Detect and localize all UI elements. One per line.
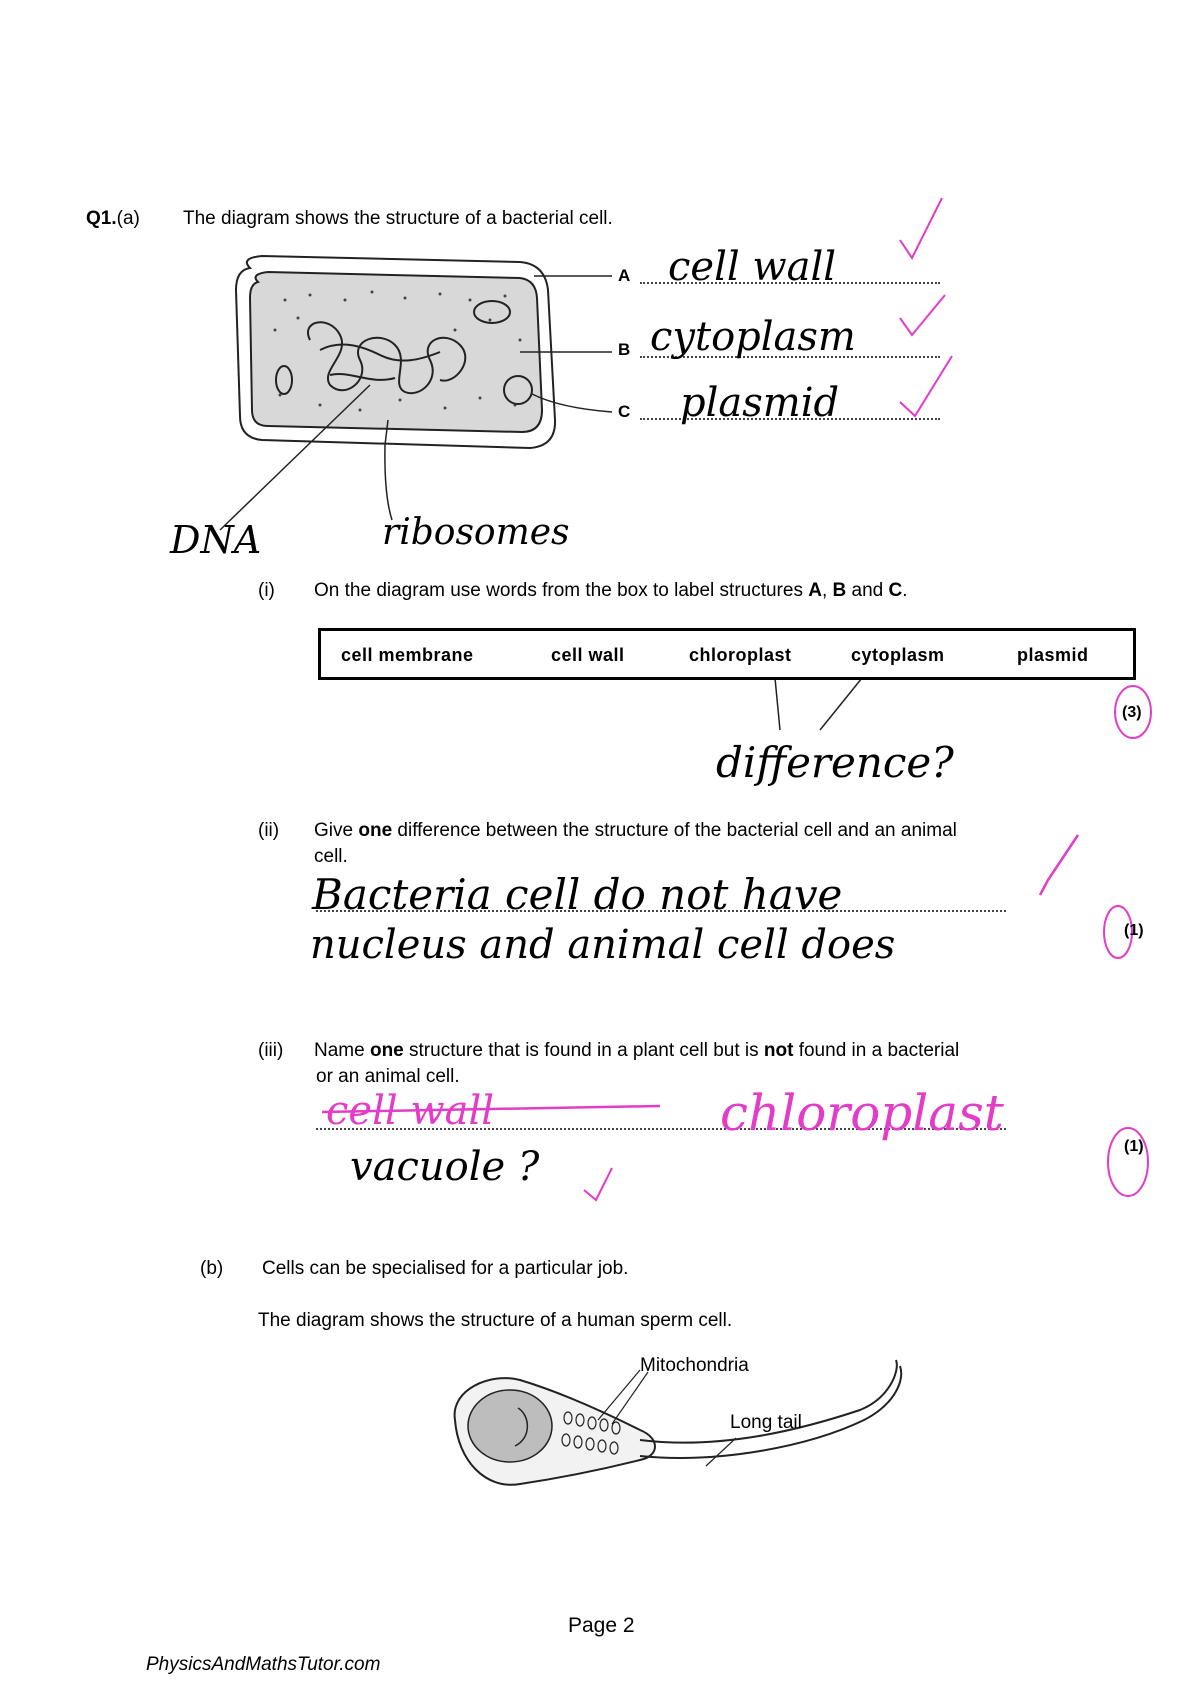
part-b-text1: Cells can be specialised for a particular job. bbox=[262, 1258, 629, 1279]
part-b-number: (b) bbox=[200, 1258, 224, 1279]
difference-note: difference? bbox=[716, 738, 954, 787]
ribosomes-annotation: ribosomes bbox=[382, 512, 570, 553]
label-mitochondria: Mitochondria bbox=[640, 1355, 749, 1376]
label-a: A bbox=[618, 266, 631, 285]
marks-iii: (1) bbox=[1124, 1138, 1144, 1155]
part-b-text2: The diagram shows the structure of a human sperm cell. bbox=[258, 1310, 733, 1331]
question-intro: The diagram shows the structure of a bacterial cell. bbox=[183, 208, 613, 229]
dna-annotation: DNA bbox=[170, 518, 262, 562]
label-long-tail: Long tail bbox=[730, 1412, 802, 1433]
answer-iii-line2: vacuole ? bbox=[350, 1144, 540, 1190]
marks-ii: (1) bbox=[1124, 922, 1144, 939]
word-cell-wall: cell wall bbox=[551, 645, 625, 665]
answer-a: cell wall bbox=[668, 244, 837, 290]
part-ii-number: (ii) bbox=[258, 820, 280, 841]
answer-ii-line2: nucleus and animal cell does bbox=[310, 922, 896, 968]
word-cell-membrane: cell membrane bbox=[341, 645, 474, 665]
word-chloroplast: chloroplast bbox=[689, 645, 792, 665]
word-plasmid: plasmid bbox=[1017, 645, 1089, 665]
part-iii-text-line2: or an animal cell. bbox=[316, 1066, 460, 1087]
answer-iii-pink: chloroplast bbox=[720, 1084, 1004, 1142]
answer-iii-struck: cell wall bbox=[326, 1088, 495, 1134]
label-b: B bbox=[618, 340, 631, 359]
question-number: Q1.(a) bbox=[86, 208, 140, 229]
marks-i: (3) bbox=[1122, 704, 1142, 721]
page-number: Page 2 bbox=[568, 1614, 635, 1637]
part-ii-text-line2: cell. bbox=[314, 846, 348, 867]
label-c: C bbox=[618, 402, 631, 421]
part-iii-text: Name one structure that is found in a plant cell but is not found in a bacterial bbox=[314, 1040, 960, 1061]
part-iii-number: (iii) bbox=[258, 1040, 284, 1061]
answer-b: cytoplasm bbox=[650, 314, 856, 360]
word-cytoplasm: cytoplasm bbox=[851, 645, 945, 665]
part-ii-text: Give one difference between the structure of the bacterial cell and an animal bbox=[314, 820, 957, 841]
part-i-text: On the diagram use words from the box to label structures A, B and C. bbox=[314, 580, 908, 601]
brand-footer: PhysicsAndMathsTutor.com bbox=[146, 1654, 381, 1675]
answer-c: plasmid bbox=[680, 380, 840, 426]
answer-ii-line1: Bacteria cell do not have bbox=[312, 870, 843, 919]
part-i-number: (i) bbox=[258, 580, 275, 601]
